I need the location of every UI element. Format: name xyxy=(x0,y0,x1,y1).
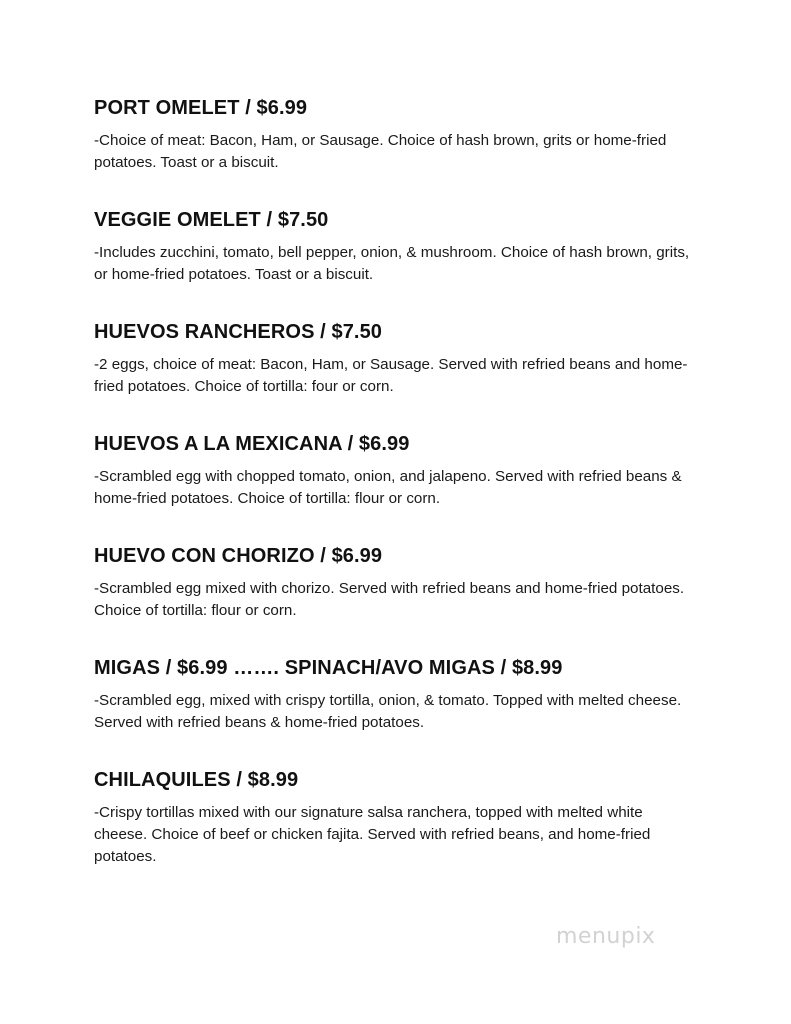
menu-item-description: -Scrambled egg, mixed with crispy tortilla, onion, & tomato. Topped with melted cheese. Served with refried beans & home-fried potatoes. xyxy=(94,692,682,731)
menu-item-title: HUEVO CON CHORIZO / $6.99 xyxy=(94,545,383,567)
menu-item-title: CHILAQUILES / $8.99 xyxy=(94,769,299,791)
menu-item-chilaquiles xyxy=(94,767,694,868)
menu-item-title: MIGAS / $6.99 ……. SPINACH/AVO MIGAS / $8.99 xyxy=(94,657,563,679)
menu-item-description: -Scrambled egg mixed with chorizo. Served with refried beans and home-fried potatoes. Choice of tortilla: flour or corn. xyxy=(94,580,685,619)
menu-item-description: -Choice of meat: Bacon, Ham, or Sausage. Choice of hash brown, grits or home-fried potatoes. Toast or a biscuit. xyxy=(94,132,667,171)
menu-item-huevos-rancheros xyxy=(94,319,694,398)
menu-list xyxy=(94,95,694,901)
menu-item-title: PORT OMELET / $6.99 xyxy=(94,97,308,119)
menu-item-title: VEGGIE OMELET / $7.50 xyxy=(94,209,329,231)
menu-item-huevo-con-chorizo xyxy=(94,543,694,622)
menu-item-description: -Includes zucchini, tomato, bell pepper, onion, & mushroom. Choice of hash brown, grits, or home-fried potatoes. Toast or a biscuit. xyxy=(94,244,690,283)
menu-item-description: -2 eggs, choice of meat: Bacon, Ham, or Sausage. Served with refried beans and home-fried potatoes. Choice of tortilla: four or corn. xyxy=(94,356,688,395)
menu-item-huevos-a-la-mexicana xyxy=(94,431,694,510)
menupix-watermark: menupix xyxy=(556,924,656,949)
menu-item-veggie-omelet xyxy=(94,207,694,286)
menu-item-description: -Scrambled egg with chopped tomato, onion, and jalapeno. Served with refried beans & home-fried potatoes. Choice of tortilla: flour or corn. xyxy=(94,468,682,507)
menu-item-title: HUEVOS RANCHEROS / $7.50 xyxy=(94,321,383,343)
menu-item-description: -Crispy tortillas mixed with our signature salsa ranchera, topped with melted white cheese. Choice of beef or chicken fajita. Served with refried beans, and home-fried potatoes. xyxy=(94,804,651,865)
menu-item-title: HUEVOS A LA MEXICANA / $6.99 xyxy=(94,433,410,455)
menu-item-port-omelet xyxy=(94,95,694,174)
menu-item-migas xyxy=(94,655,694,734)
